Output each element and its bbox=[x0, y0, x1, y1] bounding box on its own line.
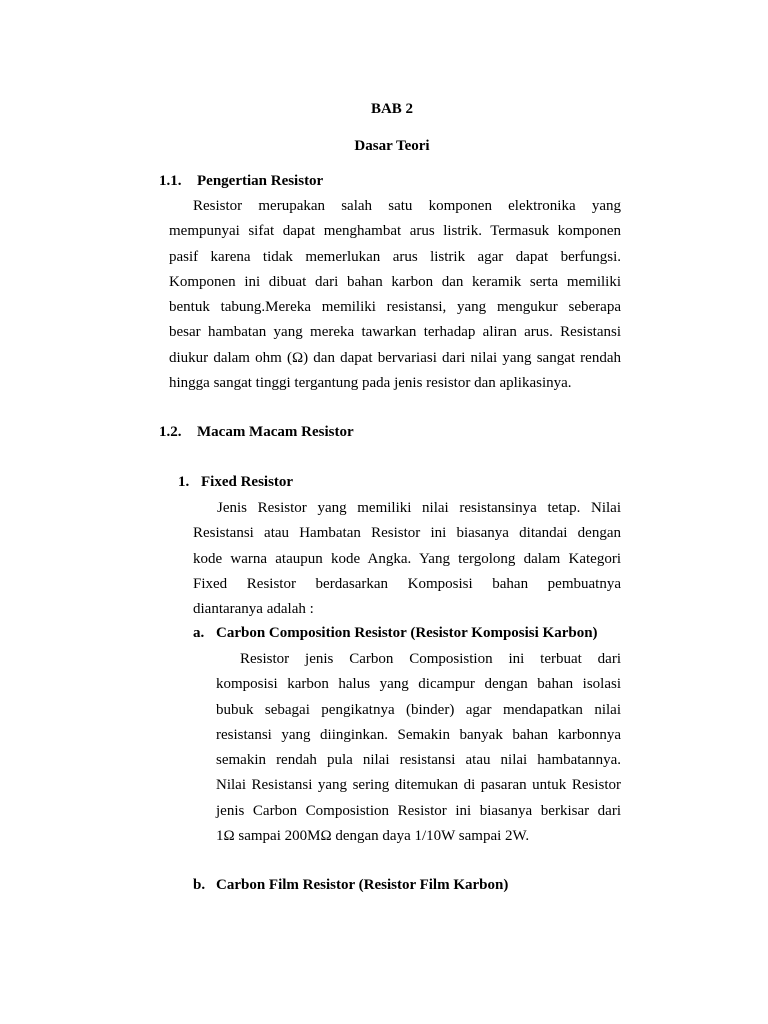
text-line: besar hambatan yang mereka tawarkan terhadap aliran arus. Resistansi bbox=[169, 324, 621, 341]
text-line: Fixed Resistor berdasarkan Komposisi bahan pembuatnya bbox=[193, 575, 621, 592]
text-line: Resistansi atau Hambatan Resistor ini biasanya ditandai dengan bbox=[193, 525, 621, 542]
paragraph-pengertian bbox=[169, 194, 621, 396]
text-line: bubuk sebagai pengikatnya (binder) agar mendapatkan nilai bbox=[216, 701, 621, 718]
sub-item-heading-a bbox=[193, 625, 598, 642]
text-line: Resistor jenis Carbon Composistion ini terbuat dari bbox=[240, 651, 621, 667]
list-number: 1. bbox=[178, 474, 190, 490]
section-number: 1.2. bbox=[159, 424, 182, 440]
text-line: diantaranya adalah : bbox=[193, 601, 314, 618]
text-line: pasif karena tidak memerlukan arus listrik agar dapat berfungsi. bbox=[169, 248, 621, 265]
text-line: diukur dalam ohm (Ω) dan dapat bervariasi dari nilai yang sangat rendah bbox=[169, 349, 621, 366]
list-item-heading-fixed bbox=[178, 474, 293, 491]
chapter-label: BAB 2 bbox=[370, 101, 414, 117]
text-line: mempunyai sifat dapat menghambat arus listrik. Termasuk komponen bbox=[169, 223, 621, 240]
text-line: resistansi yang diinginkan. Semakin banyak bahan karbonnya bbox=[216, 726, 621, 743]
paragraph-carbon-composition bbox=[216, 647, 621, 849]
section-title: Pengertian Resistor bbox=[197, 173, 324, 189]
sub-item-title: Carbon Composition Resistor (Resistor Komposisi Karbon) bbox=[216, 625, 598, 641]
sub-item-letter: a. bbox=[193, 625, 205, 641]
list-item-title: Fixed Resistor bbox=[201, 474, 294, 490]
chapter-title: Dasar Teori bbox=[354, 138, 430, 154]
text-line: Jenis Resistor yang memiliki nilai resistansinya tetap. Nilai bbox=[217, 500, 621, 516]
text-line: kode warna ataupun kode Angka. Yang tergolong dalam Kategori bbox=[193, 550, 621, 567]
text-line: bentuk tabung.Mereka memiliki resistansi, yang mengukur seberapa bbox=[169, 299, 621, 316]
text-line: semakin rendah pula nilai resistansi atau nilai hambatannya. bbox=[216, 752, 621, 769]
section-title: Macam Macam Resistor bbox=[197, 424, 354, 440]
section-heading-1-2 bbox=[159, 424, 354, 441]
text-line: 1Ω sampai 200MΩ dengan daya 1/10W sampai 2W. bbox=[216, 828, 530, 845]
text-line: Komponen ini dibuat dari bahan karbon dan keramik serta memiliki bbox=[169, 273, 621, 290]
text-line: komposisi karbon halus yang dicampur dengan bahan isolasi bbox=[216, 676, 621, 693]
section-heading-1-1 bbox=[159, 173, 323, 190]
section-number: 1.1. bbox=[159, 173, 182, 189]
text-line: hingga sangat tinggi tergantung pada jenis resistor dan aplikasinya. bbox=[169, 375, 572, 392]
paragraph-fixed-resistor bbox=[193, 496, 621, 622]
sub-item-heading-b bbox=[193, 877, 508, 894]
text-line: jenis Carbon Composistion Resistor ini biasanya berkisar dari bbox=[216, 802, 621, 819]
sub-item-title: Carbon Film Resistor (Resistor Film Karbon) bbox=[216, 877, 509, 893]
text-line: Resistor merupakan salah satu komponen elektronika yang bbox=[193, 198, 621, 214]
sub-item-letter: b. bbox=[193, 877, 206, 893]
text-line: Nilai Resistansi yang sering ditemukan di pasaran untuk Resistor bbox=[216, 777, 621, 794]
